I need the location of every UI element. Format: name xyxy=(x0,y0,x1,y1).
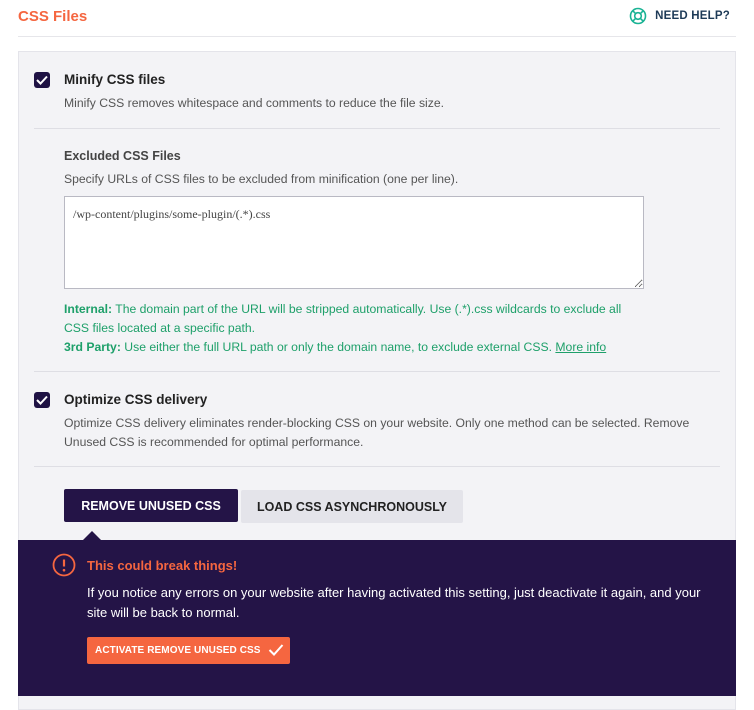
internal-note-text: The domain part of the URL will be stripped automatically. Use (.*).css wildcards to exclude all CSS files located at a specific path. xyxy=(64,302,622,335)
section-header xyxy=(0,0,754,36)
optimize-css-checkbox[interactable] xyxy=(34,392,50,408)
more-info-link[interactable]: More info xyxy=(555,340,607,354)
tab-load-css-async[interactable]: LOAD CSS ASYNCHRONOUSLY xyxy=(241,490,463,523)
minify-css-description: Minify CSS removes whitespace and comments to reduce the file size. xyxy=(64,96,445,110)
need-help-link[interactable] xyxy=(629,7,730,25)
third-party-note xyxy=(64,338,664,357)
divider xyxy=(34,128,720,129)
divider xyxy=(34,371,720,372)
optimize-css-label[interactable]: Optimize CSS delivery xyxy=(64,392,208,407)
excluded-css-textarea[interactable] xyxy=(64,196,644,289)
minify-css-checkbox[interactable] xyxy=(34,72,50,88)
warning-title: This could break things! xyxy=(87,558,238,573)
checkmark-icon xyxy=(36,75,48,85)
section-title: CSS Files xyxy=(18,8,88,25)
divider xyxy=(34,466,720,467)
warning-box xyxy=(18,540,736,696)
internal-note-label: Internal: xyxy=(64,302,113,316)
internal-note xyxy=(64,300,644,338)
activate-remove-unused-css-button[interactable] xyxy=(87,637,290,664)
tab-remove-unused-css[interactable]: REMOVE UNUSED CSS xyxy=(64,489,238,522)
need-help-label[interactable]: NEED HELP? xyxy=(655,10,730,22)
third-party-note-text: Use either the full URL path or only the domain name, to exclude external CSS. xyxy=(124,340,552,354)
excluded-css-description: Specify URLs of CSS files to be excluded from minification (one per line). xyxy=(64,172,459,186)
header-divider xyxy=(18,36,736,37)
activate-button-label[interactable]: ACTIVATE REMOVE UNUSED CSS xyxy=(95,645,261,656)
third-party-note-label: 3rd Party: xyxy=(64,340,121,354)
excluded-css-title: Excluded CSS Files xyxy=(64,149,181,163)
optimize-css-description: Optimize CSS delivery eliminates render-blocking CSS on your website. Only one method can be selected. Remove Unused CSS is recommended for optimal performance. xyxy=(64,416,690,449)
checkmark-icon xyxy=(36,395,48,405)
checkmark-icon xyxy=(268,643,284,657)
exclamation-icon xyxy=(52,553,76,582)
warning-text: If you notice any errors on your website after having activated this setting, just deactivate it again, and your site will be back to normal. xyxy=(87,585,701,620)
lifebuoy-icon xyxy=(629,7,647,25)
minify-css-label[interactable]: Minify CSS files xyxy=(64,72,166,87)
